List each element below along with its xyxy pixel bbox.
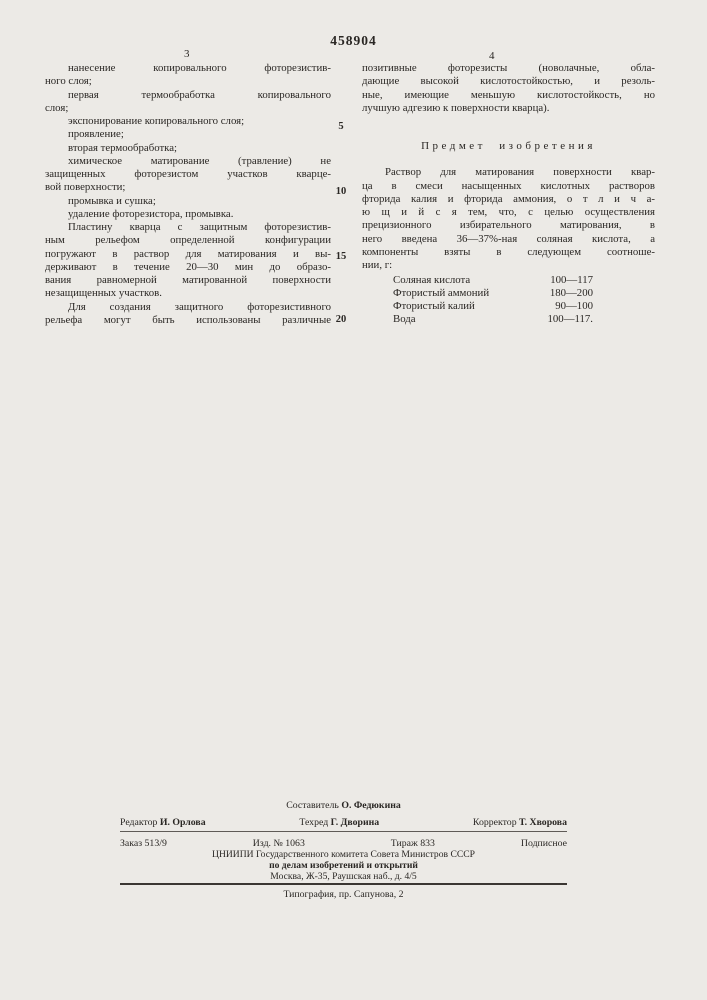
order-number: Заказ 513/9 — [120, 838, 167, 849]
text-line: него введена 36—37%-ная соляная кислота, а — [362, 232, 655, 245]
editor-cell — [120, 817, 206, 829]
line-number-20: 20 — [335, 314, 347, 325]
techred-name: Г. Дворина — [330, 817, 380, 828]
component-amount: 100—117. — [547, 312, 593, 325]
component-amount: 100—117 — [550, 274, 593, 287]
text-line: ца в смеси насыщенных кислотных растворов — [362, 179, 655, 192]
text-line: вой поверхности; — [45, 181, 126, 194]
text-line: слоя; — [45, 101, 69, 114]
staff-row — [120, 817, 567, 829]
section-heading-claims: Предмет изобретения — [421, 140, 596, 152]
text-line: химическое матирование (травление) не — [68, 154, 331, 167]
text-line: ного слоя; — [45, 75, 92, 88]
text-line: фторида калия и фторида аммония, о т л и ч а- — [362, 192, 655, 205]
component-name: Фтористый калий — [393, 300, 475, 313]
compiler-line — [120, 800, 567, 812]
text-line: ным рельефом определенной конфигурации — [45, 234, 331, 247]
component-name: Соляная кислота — [393, 274, 471, 287]
table-row — [362, 300, 655, 313]
component-name: Вода — [393, 312, 416, 325]
text-line: рельефа могут быть использованы различные — [45, 313, 331, 326]
component-name: Фтористый аммоний — [393, 287, 490, 300]
techred-cell — [299, 817, 379, 829]
text-line: незащищенных участков. — [45, 287, 162, 300]
address-line: Москва, Ж-35, Раушская наб., д. 4/5 — [270, 870, 417, 882]
component-amount: 90—100 — [555, 300, 593, 313]
composition-table — [362, 274, 655, 326]
text-line: дающие высокой кислотостойкостью, и резоль- — [362, 75, 655, 88]
edition-number: Изд. № 1063 — [252, 838, 305, 849]
subscription-note: Подписное — [520, 838, 567, 849]
editor-label: Редактор — [120, 817, 158, 828]
right-text-column — [362, 62, 655, 326]
column-page-number-4: 4 — [489, 50, 495, 62]
text-line: первая термообработка копировального — [68, 88, 331, 101]
editor-name: И. Орлова — [159, 817, 206, 828]
column-page-number-3: 3 — [184, 48, 190, 60]
compiler-label: Составитель — [286, 800, 339, 811]
text-line: нии, г: — [362, 259, 393, 271]
circulation: Тираж 833 — [390, 838, 435, 849]
left-text-column — [45, 62, 331, 327]
printer-line: Типография, пр. Сапунова, 2 — [283, 889, 404, 901]
text-line: Пластину кварца с защитным фоторезистив- — [68, 221, 331, 233]
divider-rule — [120, 831, 567, 832]
text-line: промывка и сушка; — [68, 194, 156, 207]
text-line: удаление фоторезистора, промывка. — [68, 207, 234, 220]
patent-number: 458904 — [330, 33, 377, 48]
text-line: проявление; — [68, 128, 124, 141]
line-number-10: 10 — [335, 186, 347, 197]
org-line-2: по делам изобретений и открытий — [269, 859, 418, 871]
line-number-15: 15 — [335, 251, 347, 262]
text-line: нанесение копировального фоторезистив- — [68, 62, 331, 74]
compiler-name: О. Федюкина — [341, 800, 401, 811]
text-line: позитивные фоторезисты (новолачные, обла- — [362, 62, 655, 74]
text-line: компоненты взяты в следующем соотноше- — [362, 245, 655, 258]
text-line: вания равномерной матированной поверхности — [45, 274, 331, 286]
text-line: экспонирование копировального слоя; — [68, 115, 245, 127]
corrector-cell — [473, 817, 567, 829]
text-line: держивают в течение 20—30 мин до образо- — [45, 260, 331, 273]
org-line: ЦНИИПИ Государственного комитета Совета Министров СССР — [212, 849, 475, 860]
techred-label: Техред — [299, 817, 329, 828]
imprint-footer — [120, 800, 567, 901]
text-line: лучшую адгезию к поверхности кварца). — [362, 101, 550, 114]
text-line: Для создания защитного фоторезистивного — [68, 300, 331, 313]
text-line: Раствор для матирования поверхности квар- — [385, 166, 655, 179]
component-amount: 180—200 — [549, 287, 593, 300]
table-row — [362, 313, 655, 326]
divider-rule-thick — [120, 883, 567, 885]
text-line: прецизионного избирательного матирования, в — [362, 219, 655, 232]
text-line: защищенных фоторезистом участков кварце- — [45, 168, 331, 180]
corrector-label: Корректор — [472, 817, 517, 828]
line-number-5: 5 — [338, 121, 344, 132]
table-row — [362, 274, 655, 287]
text-line: погружают в раствор для матирования и вы- — [45, 247, 331, 260]
text-line: ные, имеющие меньшую кислотостойкость, но — [362, 88, 655, 101]
text-line: вторая термообработка; — [68, 141, 178, 154]
text-line: ю щ и й с я тем, что, с целью осуществления — [362, 206, 655, 218]
table-row — [362, 287, 655, 300]
corrector-name: Т. Хворова — [519, 817, 567, 828]
